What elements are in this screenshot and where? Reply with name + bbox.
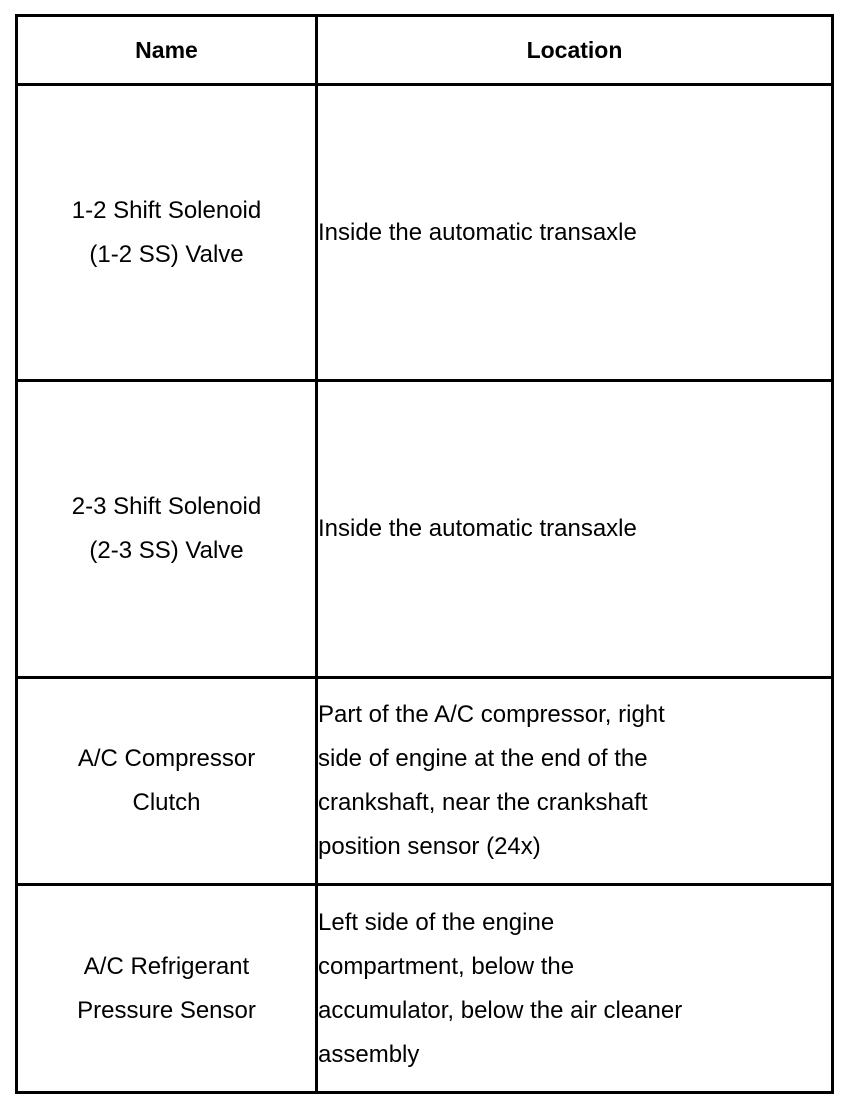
location-line: side of engine at the end of the [318,745,648,772]
location-line: accumulator, below the air cleaner [318,996,683,1024]
location-cell [317,678,833,885]
location-cell [317,885,833,1093]
name-line: Pressure Sensor [77,996,256,1024]
location-cell [317,85,833,381]
name-line: 2-3 Shift Solenoid [71,493,262,520]
table-row [17,381,833,678]
name-line: (2-3 SS) Valve [89,537,244,564]
header-location: Location [317,16,833,85]
location-line: Part of the A/C compressor, right [318,701,665,728]
table-row [17,885,833,1093]
location-line: Inside the automatic transaxle [318,218,637,246]
location-line: position sensor (24x) [318,833,541,860]
name-line: A/C Compressor [77,745,256,772]
name-cell [17,885,317,1093]
table-header-row [17,16,833,85]
name-line: A/C Refrigerant [83,952,250,980]
name-cell [17,678,317,885]
location-line: assembly [318,1040,420,1068]
table-row [17,85,833,381]
name-line: (1-2 SS) Valve [89,240,244,268]
location-line: Inside the automatic transaxle [318,515,637,542]
header-name: Name [17,16,317,85]
location-cell [317,381,833,678]
name-line: Clutch [132,789,201,816]
name-cell [17,381,317,678]
table-row [17,678,833,885]
location-line: compartment, below the [318,952,575,980]
name-line: 1-2 Shift Solenoid [71,196,262,224]
component-location-table [15,14,834,1094]
name-cell [17,85,317,381]
location-line: Left side of the engine [318,908,555,936]
location-line: crankshaft, near the crankshaft [318,789,648,816]
